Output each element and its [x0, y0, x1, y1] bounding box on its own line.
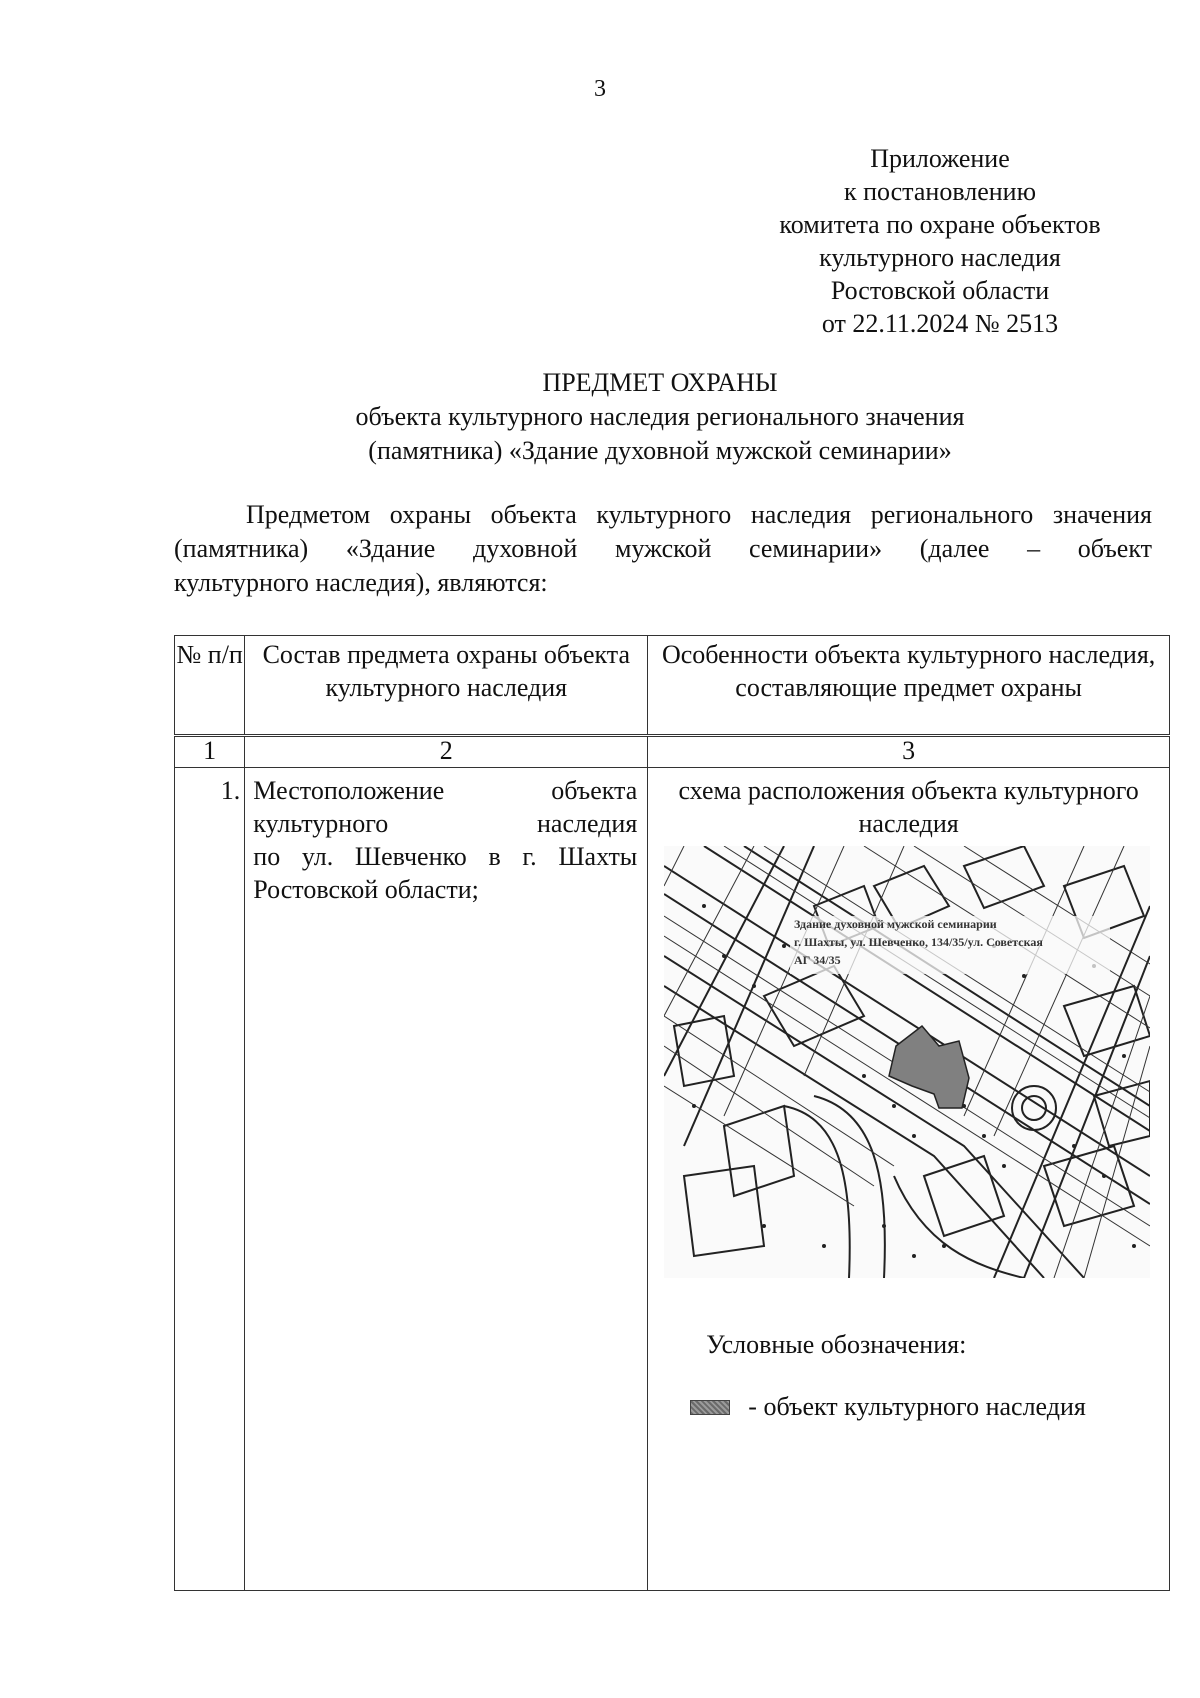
- intro-line: Предметом охраны объекта культурного наследия регионального значения: [246, 500, 1152, 529]
- appendix-line: Ростовской области: [830, 276, 1050, 305]
- header-composition: Состав предмета охраны объекта культурного наследия: [245, 636, 648, 736]
- composition-line: по ул. Шевченко в г. Шахты: [253, 842, 638, 871]
- map-label-line3: АГ 34/35: [794, 953, 841, 967]
- location-map: [664, 846, 1150, 1278]
- column-number: 2: [245, 736, 648, 768]
- page-number: 3: [594, 76, 606, 102]
- appendix-line: Приложение: [870, 144, 1010, 173]
- appendix-line: к постановлению: [843, 177, 1037, 206]
- map-label-line1: Здание духовной мужской семинарии: [794, 917, 997, 931]
- intro-line: культурного наследия), являются:: [174, 568, 548, 597]
- legend-item-label: - объект культурного наследия: [748, 1392, 1086, 1421]
- heritage-object-swatch-icon: [690, 1400, 730, 1415]
- legend-title: Условные обозначения:: [706, 1330, 967, 1359]
- composition-line: Ростовской области;: [253, 875, 479, 904]
- appendix-block: [700, 142, 1180, 340]
- column-number-row: [175, 736, 1170, 768]
- column-number: 1: [175, 736, 245, 768]
- scheme-caption: схема расположения объекта культурного наследия: [678, 776, 1139, 838]
- composition-cell: [245, 768, 648, 1591]
- features-cell: [648, 768, 1170, 1591]
- intro-line: (памятника) «Здание духовной мужской семинарии» (далее – объект: [174, 534, 1152, 563]
- column-number: 3: [648, 736, 1170, 768]
- header-number: № п/п: [175, 636, 245, 736]
- protection-table: [174, 635, 1170, 1591]
- title-heading: ПРЕДМЕТ ОХРАНЫ: [542, 368, 778, 397]
- composition-line: культурного наследия: [253, 809, 638, 838]
- appendix-line: комитета по охране объектов: [779, 210, 1101, 239]
- header-features: Особенности объекта культурного наследия, составляющие предмет охраны: [648, 636, 1170, 736]
- map-label-line2: г. Шахты, ул. Шевченко, 134/35/ул. Советская: [794, 935, 1044, 949]
- table-row: [175, 768, 1170, 1591]
- table-header-row: [175, 636, 1170, 736]
- title-line: объекта культурного наследия регионального значения: [355, 402, 965, 431]
- composition-line: Местоположение объекта: [253, 776, 638, 805]
- appendix-date-line: от 22.11.2024 № 2513: [821, 309, 1059, 338]
- legend-item: [690, 1392, 1169, 1422]
- document-title: [200, 366, 1120, 468]
- intro-paragraph: [174, 498, 1152, 600]
- row-number: 1.: [175, 768, 245, 1591]
- appendix-line: культурного наследия: [819, 243, 1061, 272]
- title-line: (памятника) «Здание духовной мужской семинарии»: [368, 436, 952, 465]
